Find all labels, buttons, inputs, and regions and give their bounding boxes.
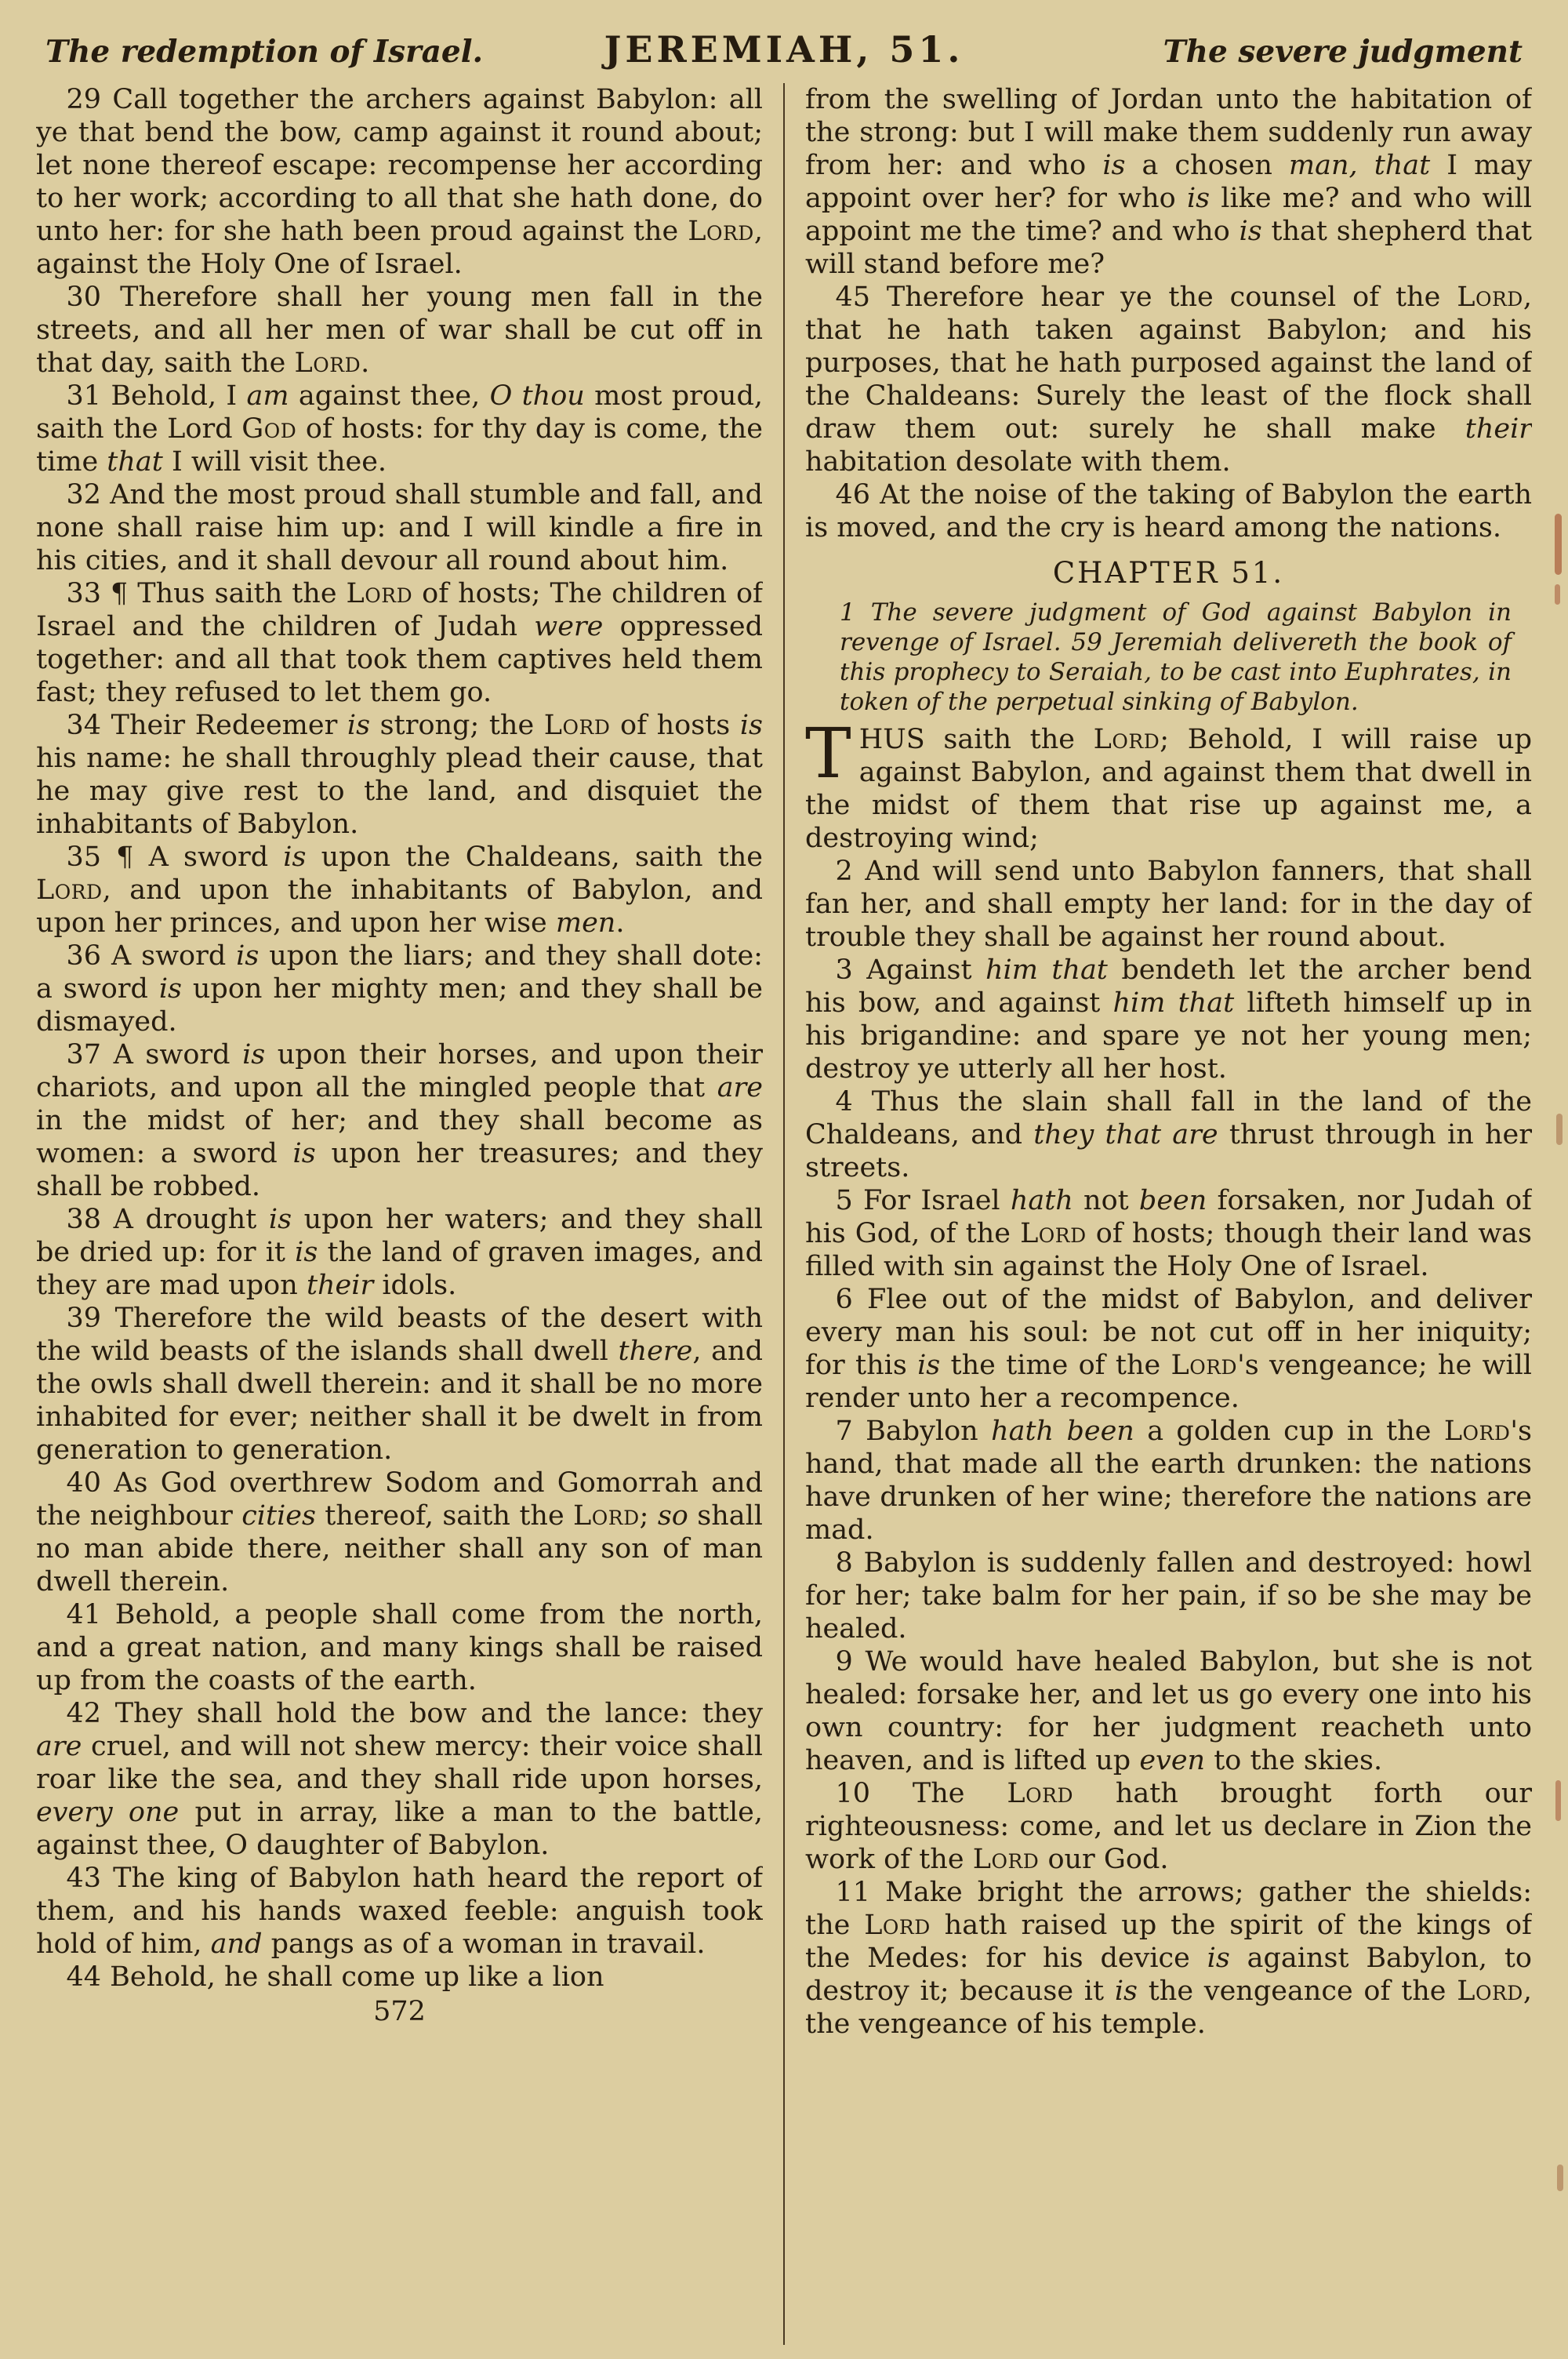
verse-paragraph: 9 We would have healed Babylon, but she is not healed: forsake her, and let us go every one into his own country: for her judgment reacheth unto heaven, and is lifted up even to the skies. — [805, 1646, 1532, 1776]
running-head-right: The severe judgment — [1163, 34, 1523, 70]
verse-paragraph: 7 Babylon hath been a golden cup in the Lord's hand, that made all the earth drunken: the nations have drunken of her wine; therefore the nations are mad. — [805, 1416, 1532, 1546]
italic-word: is — [283, 841, 307, 873]
verse-paragraph: 41 Behold, a people shall come from the north, and a great nation, and many kings shall be raised up from the coasts of the earth. — [36, 1599, 763, 1696]
page-edge-stain — [1557, 2165, 1563, 2191]
italic-word: man, that — [1288, 150, 1431, 181]
italic-word: even — [1139, 1745, 1206, 1776]
divine-name: Lord — [972, 1844, 1040, 1875]
verse-paragraph: 46 At the noise of the taking of Babylon the earth is moved, and the cry is heard among the nations. — [805, 479, 1532, 543]
italic-word: is — [1186, 183, 1210, 214]
italic-word: is — [158, 973, 182, 1005]
verse-paragraph: 10 The Lord hath brought forth our righteousness: come, and let us declare in Zion the work of the Lord our God. — [805, 1778, 1532, 1875]
chapter-heading: CHAPTER 51. — [1052, 556, 1285, 590]
divine-name: Lord — [1443, 1416, 1511, 1447]
italic-word: is — [1207, 1943, 1230, 1974]
verse-paragraph: 34 Their Redeemer is strong; the Lord of hosts is his name: he shall throughly plead their cause, that he may give rest to the land, and disquiet the inhabitants of Babylon. — [36, 710, 763, 840]
verse-paragraph: 8 Babylon is suddenly fallen and destroyed: howl for her; take balm for her pain, if so be she may be healed. — [805, 1547, 1532, 1645]
italic-word: him that — [1112, 987, 1235, 1019]
italic-word: men — [555, 907, 616, 939]
drop-cap-initial: T — [805, 713, 851, 794]
italic-word: their — [306, 1270, 374, 1301]
italic-word: hath been — [991, 1416, 1134, 1447]
divine-name: Lord — [1020, 1218, 1087, 1249]
divine-name: Lord — [543, 710, 611, 741]
page-edge-stain — [1555, 584, 1560, 605]
verse-paragraph: 42 They shall hold the bow and the lance: they are cruel, and will not shew mercy: their voice shall roar like the sea, and they shall ride upon horses, every one put in array, like a man to the battle, against thee, O daughter of Babylon. — [36, 1698, 763, 1861]
verse-continuation: from the swelling of Jordan unto the habitation of the strong: but I will make them suddenly run away from her: and who is a chosen man, that I may appoint over her? for who is like me? and who will appoint me the time? and who is that shepherd that will stand before me? — [805, 84, 1532, 280]
italic-word: there — [618, 1336, 693, 1367]
page-number: 572 — [373, 1996, 426, 2027]
italic-word: were — [534, 611, 604, 642]
page-edge-stain — [1555, 1780, 1561, 1821]
divine-name: Lord — [1093, 724, 1160, 755]
divine-name: Lord — [1007, 1778, 1074, 1809]
page-edge-stain — [1555, 514, 1562, 575]
italic-word: they that are — [1033, 1119, 1218, 1150]
verse-paragraph: 35 ¶ A sword is upon the Chaldeans, saith the Lord, and upon the inhabitants of Babylon, and upon her princes, and upon her wise men. — [36, 841, 763, 939]
divine-name: Lord — [573, 1500, 640, 1532]
italic-word: is — [1102, 150, 1126, 181]
verse-paragraph: 3 Against him that bendeth let the archer bend his bow, and against him that lifteth himself up in his brigandine: and spare ye not her young men; destroy ye utterly all her host. — [805, 954, 1532, 1085]
italic-word: is — [242, 1039, 266, 1070]
verse-paragraph: 2 And will send unto Babylon fanners, that shall fan her, and shall empty her land: for in the day of trouble they shall be against her round about. — [805, 856, 1532, 953]
italic-word: am — [246, 380, 289, 412]
divine-name: Lord — [864, 1910, 931, 1941]
verse-paragraph: 32 And the most proud shall stumble and fall, and none shall raise him up: and I will kindle a fire in his cities, and it shall devour all round about him. — [36, 479, 763, 576]
verse-paragraph: 4 Thus the slain shall fall in the land of the Chaldeans, and they that are thrust through in her streets. — [805, 1086, 1532, 1183]
italic-word: and — [210, 1928, 263, 1960]
verse-paragraph: 36 A sword is upon the liars; and they shall dote: a sword is upon her mighty men; and they shall be dismayed. — [36, 940, 763, 1038]
running-head-left: The redemption of Israel. — [45, 34, 484, 70]
verse-paragraph: 6 Flee out of the midst of Babylon, and deliver every man his soul: be not cut off in her iniquity; for this is the time of the Lord's vengeance; he will render unto her a recompence. — [805, 1284, 1532, 1414]
italic-word: every one — [36, 1797, 180, 1828]
italic-word: is — [739, 710, 763, 741]
verse-paragraph: 43 The king of Babylon hath heard the report of them, and his hands waxed feeble: anguish took hold of him, and pangs as of a woman in travail. — [36, 1863, 763, 1960]
divine-name: God — [241, 413, 297, 445]
italic-word: hath — [1010, 1185, 1073, 1216]
italic-word: is — [347, 710, 371, 741]
verse-paragraph: 39 Therefore the wild beasts of the desert with the wild beasts of the islands shall dwell there, and the owls shall dwell therein: and it shall be no more inhabited for ever; neither shall it be dwelt in from generation to generation. — [36, 1303, 763, 1466]
italic-word: is — [1239, 216, 1262, 247]
column-divider — [783, 83, 785, 2345]
divine-name: Lord — [294, 347, 361, 379]
italic-word: that — [107, 446, 163, 478]
italic-word: is — [917, 1350, 941, 1381]
italic-word: are — [36, 1731, 82, 1762]
divine-name: Lord — [688, 216, 754, 247]
verse-paragraph: 40 As God overthrew Sodom and Gomorrah and the neighbour cities thereof, saith the Lord; so shall no man abide there, neither shall any son of man dwell therein. — [36, 1467, 763, 1598]
column-right — [805, 83, 1532, 2345]
verse-paragraph: 33 ¶ Thus saith the Lord of hosts; The children of Israel and the children of Judah were oppressed together: and all that took them captives held them fast; they refused to let them go. — [36, 578, 763, 708]
italic-word: is — [292, 1138, 316, 1169]
divine-name: Lord — [346, 578, 413, 609]
verse-paragraph: 44 Behold, he shall come up like a lion — [66, 1961, 604, 1993]
running-head-title: JEREMIAH, 51. — [604, 28, 964, 71]
italic-word: is — [295, 1237, 318, 1268]
divine-name: Lord — [1457, 1976, 1523, 2007]
verse-paragraph: 5 For Israel hath not been forsaken, nor Judah of his God, of the Lord of hosts; though their land was filled with sin against the Holy One of Israel. — [805, 1185, 1532, 1282]
italic-word: is — [1114, 1976, 1138, 2007]
italic-word: cities — [241, 1500, 316, 1532]
verse-paragraph: 29 Call together the archers against Babylon: all ye that bend the bow, camp against it round about; let none thereof escape: recompense her according to her work; according to all that she hath done, do unto her: for she hath been proud against the Lord, against the Holy One of Israel. — [36, 84, 763, 280]
page-edge-stain — [1556, 1114, 1563, 1145]
italic-word: O thou — [489, 380, 585, 412]
divine-name: Lord — [1457, 282, 1523, 313]
verse-paragraph: 37 A sword is upon their horses, and upon their chariots, and upon all the mingled people that are in the midst of her; and they shall become as women: a sword is upon her treasures; and they shall be robbed. — [36, 1039, 763, 1202]
italic-word: is — [268, 1204, 292, 1235]
verse-paragraph: 38 A drought is upon her waters; and they shall be dried up: for it is the land of graven images, and they are mad upon their idols. — [36, 1204, 763, 1301]
italic-word: been — [1138, 1185, 1207, 1216]
italic-word: their — [1465, 413, 1532, 445]
verse-paragraph: 30 Therefore shall her young men fall in the streets, and all her men of war shall be cut off in that day, saith the Lord. — [36, 282, 763, 379]
italic-word: are — [717, 1072, 763, 1103]
italic-word: him that — [985, 954, 1108, 986]
column-left — [36, 83, 763, 2345]
verse-paragraph: 45 Therefore hear ye the counsel of the Lord, that he hath taken against Babylon; and his purposes, that he hath purposed against the land of the Chaldeans: Surely the least of the flock shall draw them out: surely he shall make their habitation desolate with them. — [805, 282, 1532, 478]
text-columns — [36, 83, 1532, 2345]
verse-paragraph-dropcap: THUS saith the Lord; Behold, I will raise up against Babylon, and against them that dwell in the midst of them that rise up against me, a destroying wind; — [805, 713, 1532, 854]
italic-word: so — [657, 1500, 688, 1532]
verse-paragraph: 31 Behold, I am against thee, O thou most proud, saith the Lord God of hosts: for thy day is come, the time that I will visit thee. — [36, 380, 763, 478]
running-header — [36, 17, 1532, 78]
chapter-summary: 1 The severe judgment of God against Babylon in revenge of Israel. 59 Jeremiah delivereth the book of this prophecy to Seraiah, to be cast into Euphrates, in token of the perpetual sinking of Babylon. — [840, 598, 1512, 716]
divine-name: Lord — [36, 874, 103, 906]
divine-name: Lord — [1171, 1350, 1238, 1381]
verse-paragraph: 11 Make bright the arrows; gather the shields: the Lord hath raised up the spirit of the kings of the Medes: for his device is against Babylon, to destroy it; because it is the vengeance of the Lord, the vengeance of his temple. — [805, 1877, 1532, 2040]
italic-word: is — [236, 940, 260, 972]
